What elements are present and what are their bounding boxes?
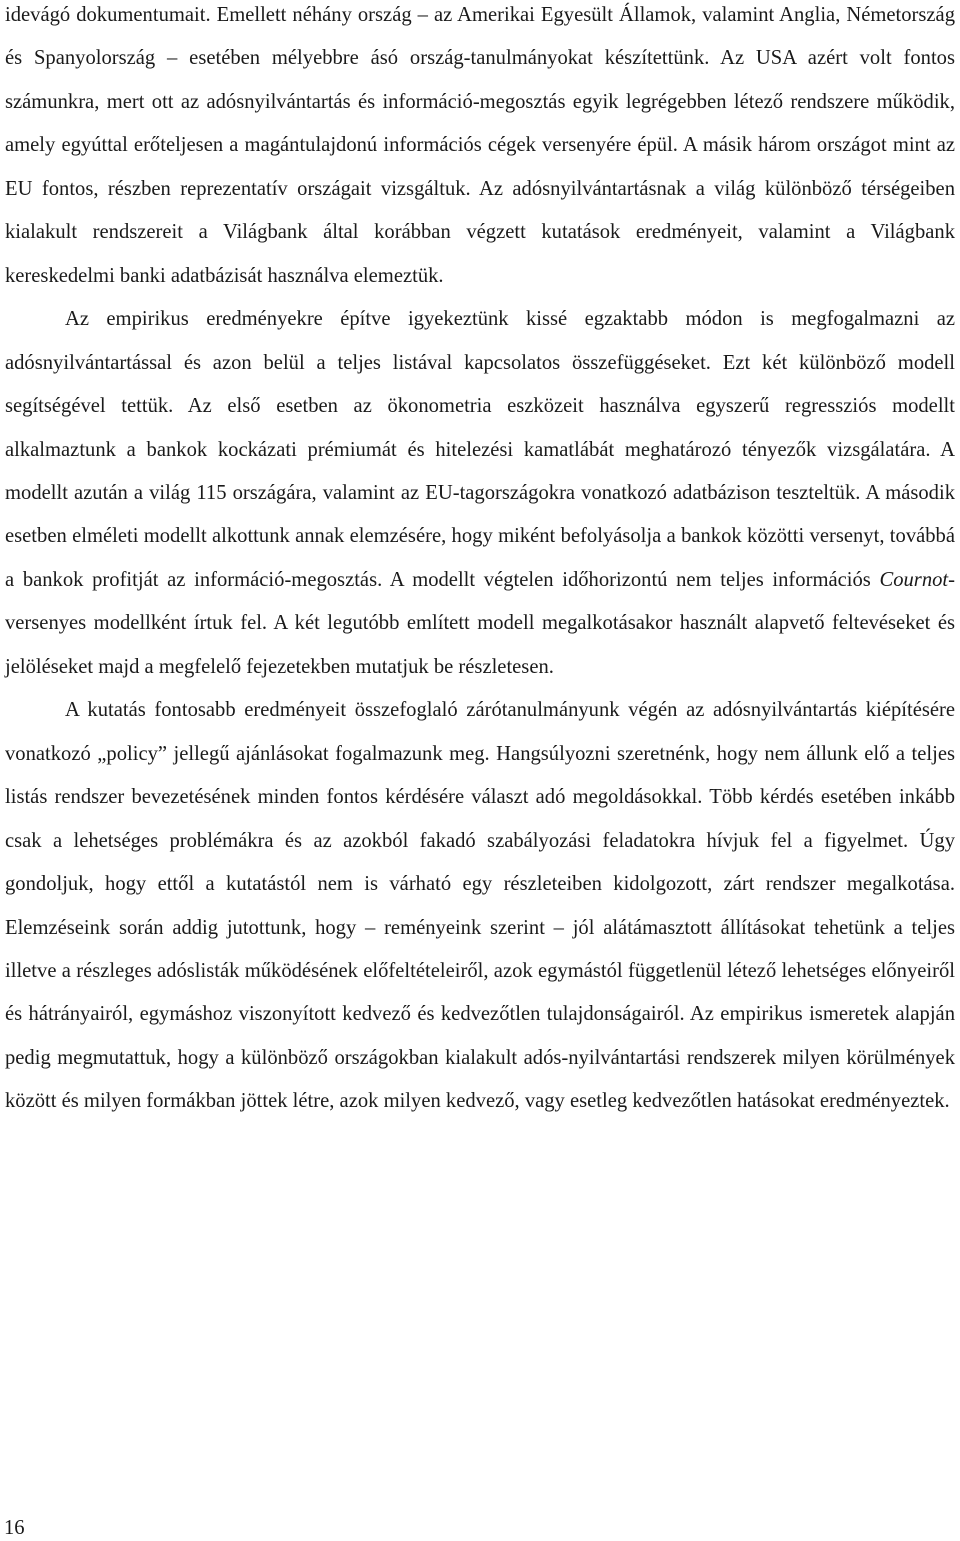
- page-number: 16: [4, 1517, 25, 1539]
- paragraph-3: A kutatás fontosabb eredményeit összefoglaló zárótanulmányunk végén az adósnyilvántartás kiépítésére vonatkozó „policy” jellegű ajánlásokat fogalmazunk meg. Hangsúlyozni szeretnénk, hogy nem állunk elő a teljes listás rendszer bevezetésének minden fontos kérdésére választ adó megoldásokkal. Több kérdés esetében inkább csak a lehetséges problémákra és az azokból fakadó szabályozási feladatokra hívjuk fel a figyelmet. Úgy gondoljuk, hogy ettől a kutatástól nem is várható egy részleteiben kidolgozott, zárt rendszer megalkotása. Elemzéseink során addig jutottunk, hogy – reményeink szerint – jól alátámasztott állításokat tehetünk a teljes illetve a részleges adóslisták működésének előfeltételeiről, azok egymástól függetlenül létező lehetséges előnyeiről és hátrányairól, egymáshoz viszonyított kedvező és kedvezőtlen tulajdonságairól. Az empirikus ismeretek alapján pedig megmutattuk, hogy a különböző országokban kialakult adós-nyilvántartási rendszerek milyen körülmények között és milyen formákban jöttek létre, azok milyen kedvező, vagy esetleg kedvezőtlen hatásokat eredményeztek.: [5, 699, 955, 1113]
- paragraph-2-part-2: -versenyes modellként írtuk fel. A két legutóbb említett modell megalkotásakor használt alapvető feltevéseket és jelöléseket majd a megfelelő fejezetekben mutatjuk be részletesen.: [5, 568, 955, 678]
- document-page: [5, 0, 955, 1124]
- paragraph-2-part-1: Az empirikus eredményekre építve igyekeztünk kissé egzaktabb módon is megfogalmazni az adósnyilvántartással és azon belül a teljes listával kapcsolatos összefüggéseket. Ezt két különböző modell segítségével tettük. Az első esetben az ökonometria eszközeit használva egyszerű regressziós modellt alkalmaztunk a bankok kockázati prémiumát és hitelezési kamatlábát meghatározó tényezők vizsgálatára. A modellt azután a világ 115 országára, valamint az EU-tagországokra vonatkozó adatbázison teszteltük. A második esetben elméleti modellt alkottunk annak elemzésére, hogy miként befolyásolja a bankok közötti versenyt, továbbá a bankok profitját az információ-megosztás. A modellt végtelen időhorizontú nem teljes információs: [5, 308, 955, 591]
- paragraph-2: [5, 298, 955, 689]
- cournot-term: Cournot: [879, 568, 949, 591]
- paragraph-1: idevágó dokumentumait. Emellett néhány ország – az Amerikai Egyesült Államok, valamint Anglia, Németország és Spanyolország – esetében mélyebbre ásó ország-tanulmányokat készítettünk. Az USA azért volt fontos számunkra, mert ott az adósnyilvántartás és információ-megosztás egyik legrégebben létező rendszere működik, amely egyúttal erőteljesen a magántulajdonú információs cégek versenyére épül. A másik három országot mint az EU fontos, részben reprezentatív országait vizsgáltuk. Az adósnyilvántartásnak a világ különböző térségeiben kialakult rendszereit a Világbank által korábban végzett kutatások eredményeit, valamint a Világbank kereskedelmi banki adatbázisát használva elemeztük.: [5, 4, 955, 287]
